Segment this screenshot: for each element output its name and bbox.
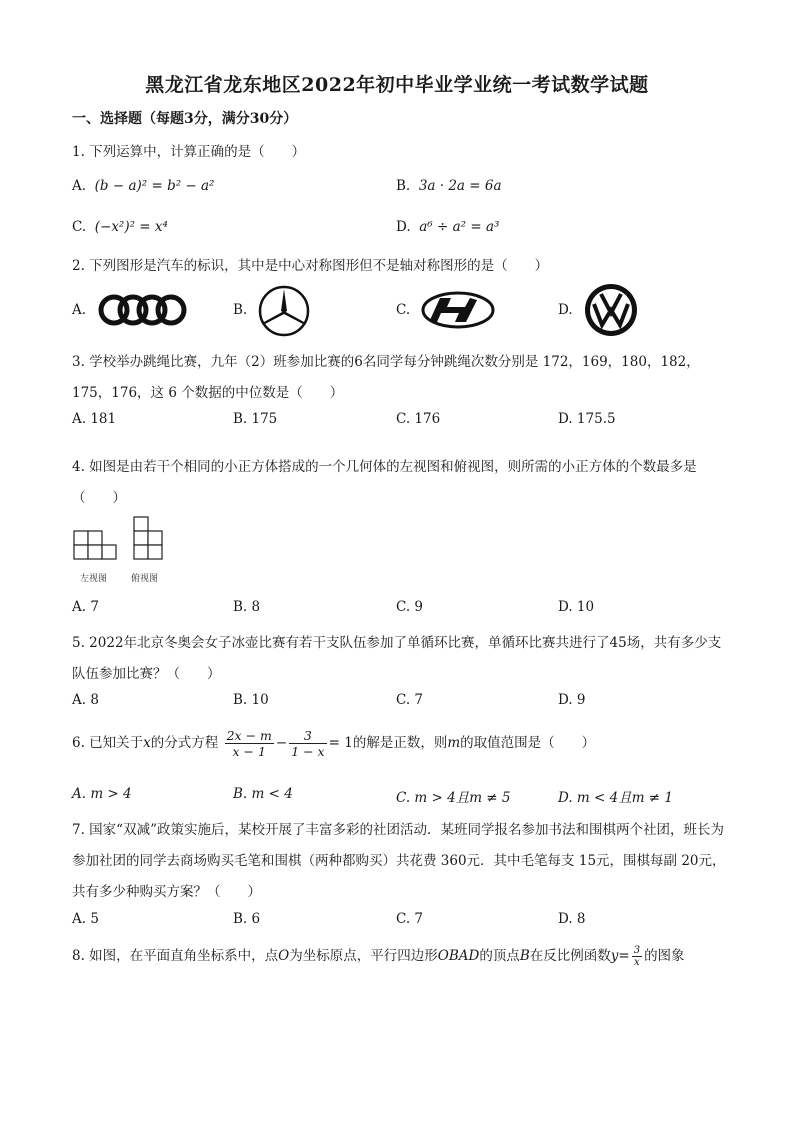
q4-option-a: A. 7 (72, 599, 99, 615)
question-3-stem: 3. 学校举办跳绳比赛，九年（2）班参加比赛的6名同学每分钟跳绳次数分别是 172，169，180，182，175，176，这 6 个数据的中位数是（ ） (72, 354, 700, 401)
q7-option-d: D. 8 (558, 911, 586, 927)
q4-figure (72, 516, 168, 566)
q1-option-d-expr: a⁶ ÷ a² = a³ (419, 219, 500, 235)
left-view-cell (88, 531, 102, 545)
top-view-cell (148, 531, 162, 545)
top-view-cell (148, 545, 162, 559)
left-view-caption: 左视图 (80, 574, 108, 584)
var-m: m (447, 735, 461, 751)
q6-option-a: A. m > 4 (72, 786, 132, 802)
q4-option-d: D. 10 (558, 599, 595, 615)
question-4-stem: 4. 如图是由若干个相同的小正方体搭成的一个几何体的左视图和俯视图，则所需的小正方体的个数最多是（ ） (72, 459, 697, 506)
question-8-stem: 8. 如图，在平面直角坐标系中，点O为坐标原点，平行四边形OBAD的顶点B在反比例函数y= $\frac{3}{x}$ 的图象 (72, 945, 685, 968)
q4-option-c: C. 9 (396, 599, 424, 615)
q1-option-a: A. (b − a)² = b² − a² (72, 178, 215, 194)
page-title: 黑龙江省龙东地区2022年初中毕业学业统一考试数学试题 (145, 74, 649, 96)
top-view-cell (134, 517, 148, 531)
q1-option-c: C. (−x²)² = x⁴ (72, 219, 168, 235)
top-view-cell (134, 545, 148, 559)
top-view-caption: 俯视图 (131, 574, 159, 584)
q2-option-b-label: B. (233, 302, 248, 318)
q6-option-c: C. m > 4且m ≠ 5 (396, 790, 511, 806)
question-5-stem: 5. 2022年北京冬奥会女子冰壶比赛有若干支队伍参加了单循环比赛，单循环比赛共进行了45场，共有多少支队伍参加比赛？（ ） (72, 635, 722, 682)
q7-option-c: C. 7 (396, 911, 424, 927)
top-view-cell (134, 531, 148, 545)
q5-option-c: C. 7 (396, 692, 424, 708)
mercedes-star-logo (256, 284, 312, 338)
q4-option-b: B. 8 (233, 599, 261, 615)
section-heading: 一、选择题（每题3分，满分30分） (72, 111, 298, 127)
q2-option-c-label: C. (396, 302, 411, 318)
q5-option-b: B. 10 (233, 692, 269, 708)
q1-option-d: D. a⁶ ÷ a² = a³ (396, 219, 500, 235)
fraction-1: $\frac{2x - m}{x - 1}$ (226, 728, 272, 759)
hyundai-logo (420, 290, 498, 330)
q1-option-b: B. 3a · 2a = 6a (396, 178, 502, 194)
audi-ring-4 (158, 297, 184, 323)
q5-option-d: D. 9 (558, 692, 586, 708)
q7-option-a: A. 5 (72, 911, 99, 927)
q6-option-d: D. m < 4且m ≠ 1 (558, 790, 673, 806)
var-x: x (143, 735, 151, 751)
left-view-cell (74, 531, 88, 545)
q7-option-b: B. 6 (233, 911, 261, 927)
q3-option-d: D. 175.5 (558, 411, 616, 427)
q1-option-a-expr: (b − a)² = b² − a² (94, 178, 215, 194)
q1-option-b-expr: 3a · 2a = 6a (418, 178, 502, 194)
q2-option-a-label: A. (72, 302, 87, 318)
q3-option-a: A. 181 (72, 411, 117, 427)
q6-option-b: B. m < 4 (233, 786, 293, 802)
question-6-stem: 6. 已知关于x的分式方程 $\frac{2x - m}{x - 1}$ − $\frac{3}{1 - x}$ = 1的解是正数，则m的取值范围是（ ） (72, 728, 596, 759)
q1-option-c-expr: (−x²)² = x⁴ (94, 219, 168, 235)
left-view-cell (102, 545, 116, 559)
audi-rings-logo (96, 290, 188, 330)
q3-option-b: B. 175 (233, 411, 278, 427)
q5-option-a: A. 8 (72, 692, 99, 708)
question-1-stem: 1. 下列运算中，计算正确的是（ ） (72, 144, 306, 160)
left-view-cell (74, 545, 88, 559)
question-2-stem: 2. 下列图形是汽车的标识，其中是中心对称图形但不是轴对称图形的是（ ） (72, 258, 549, 274)
q3-option-c: C. 176 (396, 411, 441, 427)
fraction-2: $\frac{3}{1 - x}$ (291, 728, 325, 759)
q8-fraction: $\frac{3}{x}$ (633, 945, 641, 968)
volkswagen-logo (582, 282, 640, 338)
left-view-cell (88, 545, 102, 559)
q2-option-d-label: D. (558, 302, 573, 318)
question-7-stem: 7. 国家“双减”政策实施后，某校开展了丰富多彩的社团活动．某班同学报名参加书法和围棋两个社团，班长为参加社团的同学去商场购买毛笔和围棋（两种都购买）共花费 360元．其中毛笔每支 15元，围棋每副 20元，共有多少种购买方案？（ ） (72, 822, 726, 900)
